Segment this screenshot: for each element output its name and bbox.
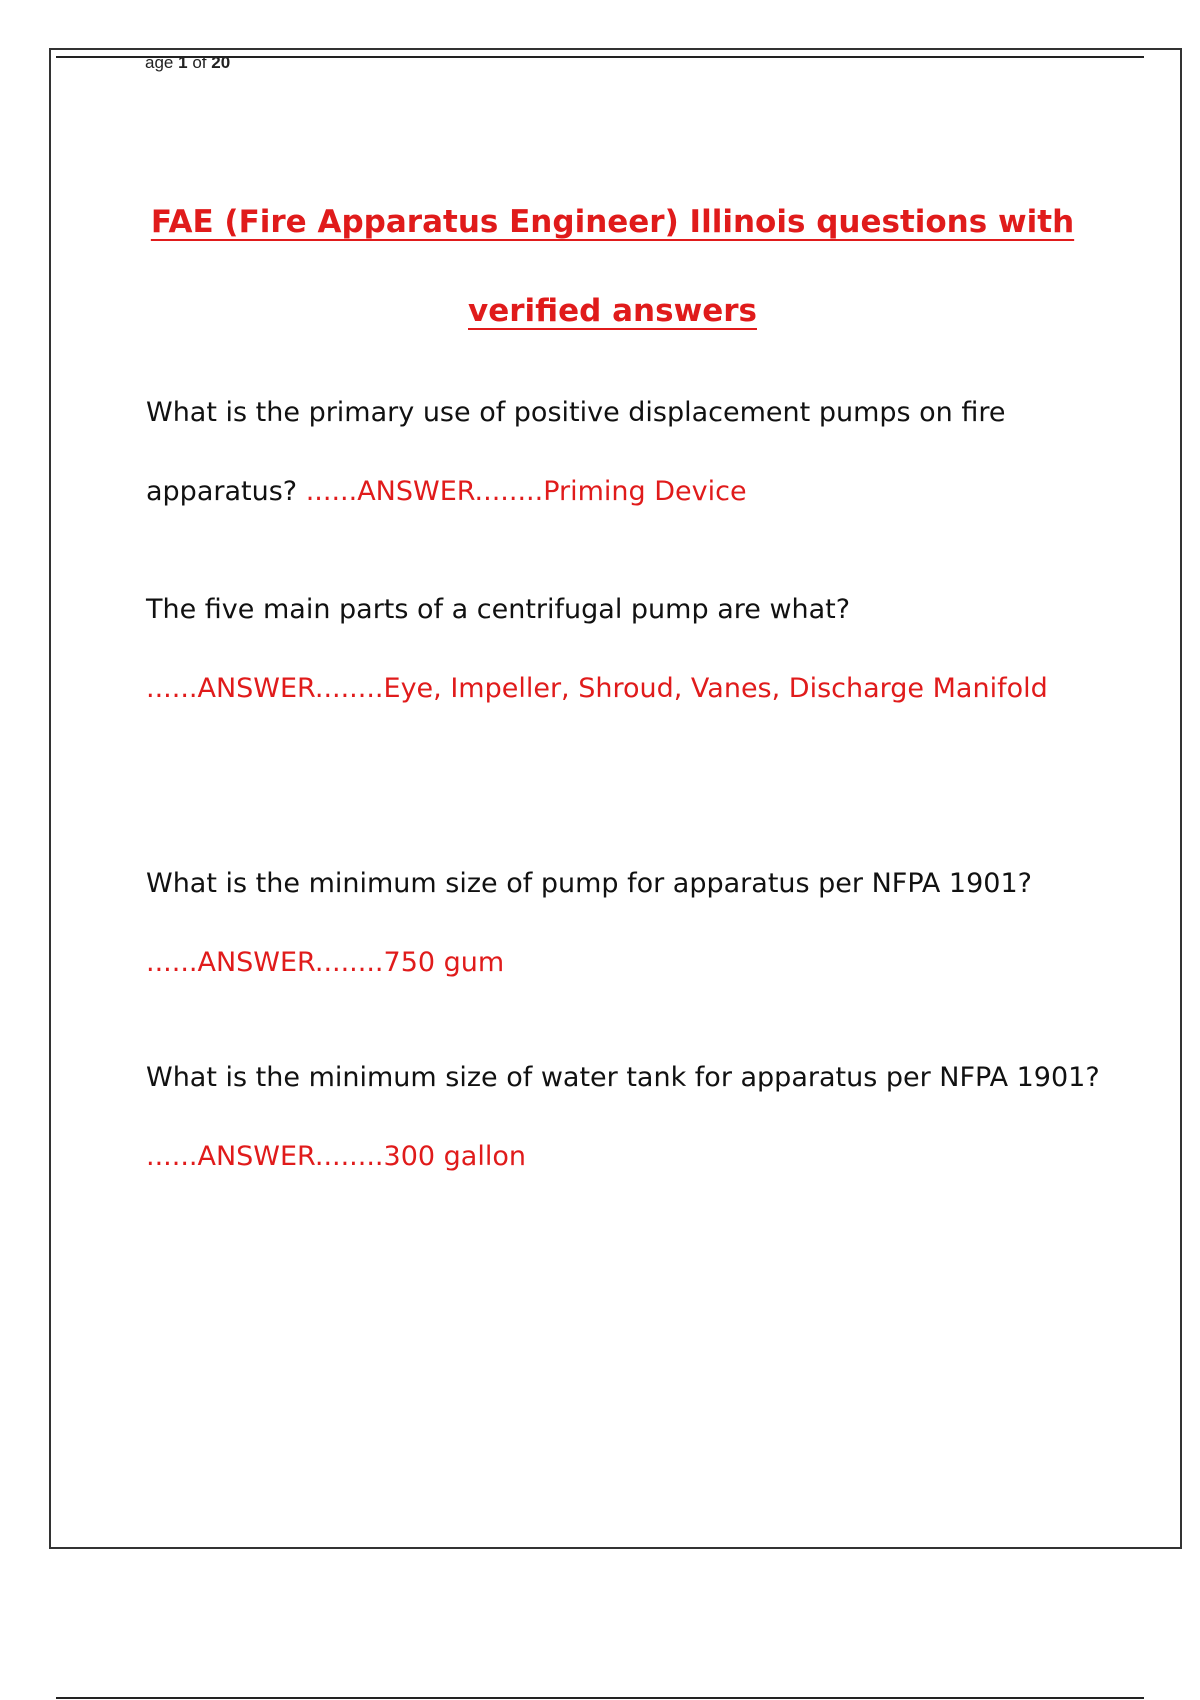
page-prefix: age — [145, 53, 174, 72]
answer-text: ......ANSWER........300 gallon — [146, 1140, 526, 1172]
page-counter — [145, 53, 230, 73]
qa-item — [146, 571, 1106, 728]
question-text: What is the primary use of positive displacement pumps on fire apparatus? — [146, 397, 1006, 507]
page-number: 1 — [178, 53, 188, 72]
footer-rule — [56, 1697, 1144, 1699]
answer-text: ......ANSWER........Priming Device — [305, 475, 747, 507]
answer-text: ......ANSWER........750 gum — [146, 946, 505, 978]
question-text: What is the minimum size of water tank for apparatus per NFPA 1901? — [146, 1062, 1100, 1093]
page-total: 20 — [211, 53, 231, 72]
question-text: The five main parts of a centrifugal pump are what? — [146, 594, 851, 625]
qa-item — [146, 845, 1106, 1002]
question-text: What is the minimum size of pump for apparatus per NFPA 1901? — [146, 868, 1032, 899]
answer-text: ......ANSWER........Eye, Impeller, Shroud, Vanes, Discharge Manifold — [146, 672, 1048, 704]
document-title: FAE (Fire Apparatus Engineer) Illinois questions with verified answers — [150, 204, 1075, 329]
qa-item — [146, 1039, 1106, 1196]
qa-item — [146, 374, 1106, 531]
page-of-label: of — [192, 53, 207, 72]
